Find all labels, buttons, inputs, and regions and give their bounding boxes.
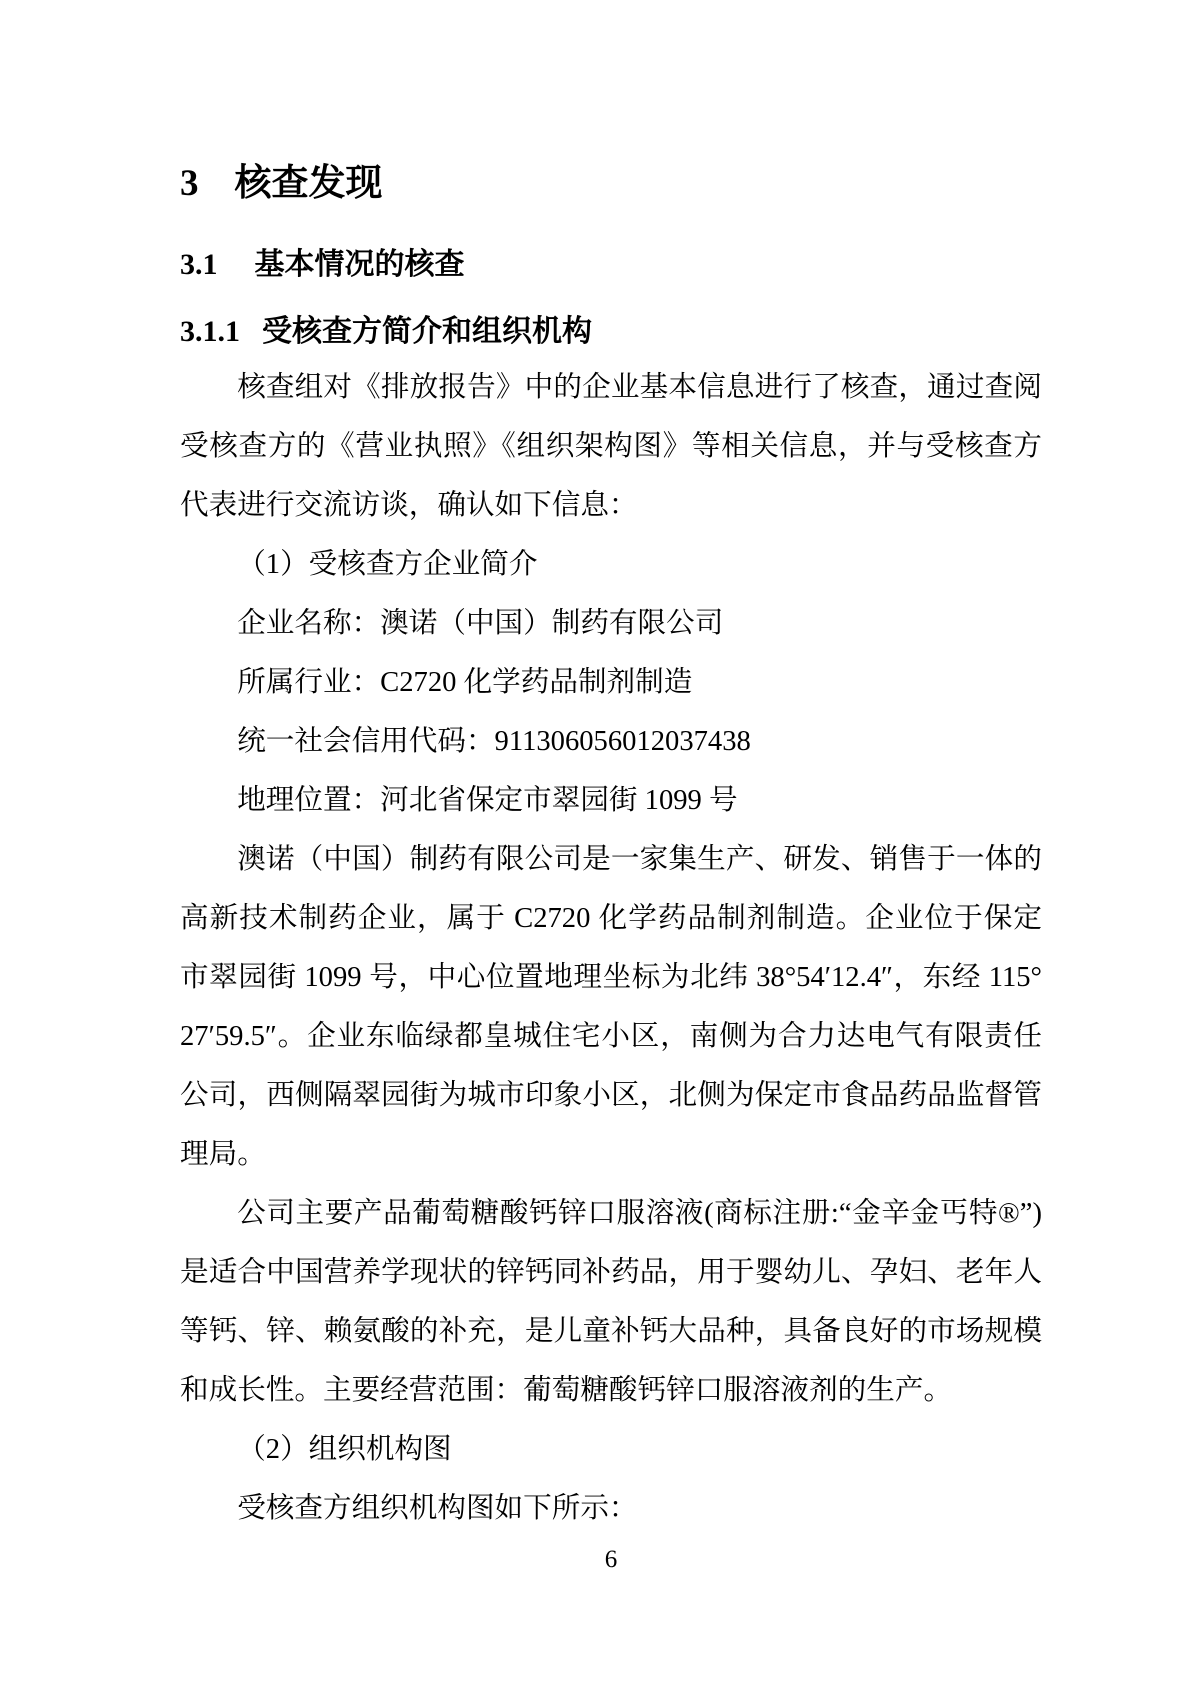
heading-section-3-1-title: 基本情况的核查 [254,248,465,281]
paragraph-company-profile: 澳诺（中国）制药有限公司是一家集生产、研发、销售于一体的高新技术制药企业，属于 C2720 化学药品制剂制造。企业位于保定市翠园街 1099 号，中心位置地理坐标为北纬 38°54′12.4″，东经 115°27′59.5″。企业东临绿都皇城住宅小区，南侧为合力达电气有限责任公司，西侧隔翠园街为城市印象小区，北侧为保定市食品药品监督管理局。 [180,844,1042,1170]
heading-section-3-1-number: 3.1 [180,248,218,281]
company-name-line: 企业名称：澳诺（中国）制药有限公司 [237,608,724,639]
page-number: 6 [604,1546,618,1573]
credit-code-line: 统一社会信用代码：911306056012037438 [237,726,751,757]
industry-line: 所属行业：C2720 化学药品制剂制造 [237,667,693,698]
org-chart-intro-line: 受核查方组织机构图如下所示： [237,1493,638,1524]
paragraph-verification-intro: 核查组对《排放报告》中的企业基本信息进行了核查，通过查阅受核查方的《营业执照》《组织架构图》等相关信息，并与受核查方代表进行交流访谈，确认如下信息： [180,372,1042,521]
heading-section-3-1-1-number: 3.1.1 [180,315,240,348]
page-footer [180,1545,1042,1575]
location-line: 地理位置：河北省保定市翠园街 1099 号 [237,785,738,816]
item-1-heading: （1）受核查方企业简介 [237,549,538,580]
heading-section-3-number: 3 [180,163,199,204]
paragraph-main-products: 公司主要产品葡萄糖酸钙锌口服溶液(商标注册:“金辛金丐特®”)是适合中国营养学现状的锌钙同补药品，用于婴幼儿、孕妇、老年人等钙、锌、赖氨酸的补充，是儿童补钙大品种，具备良好的市场规模和成长性。主要经营范围：葡萄糖酸钙锌口服溶液剂的生产。 [180,1198,1042,1406]
item-2-heading: （2）组织机构图 [237,1434,452,1465]
heading-section-3-title: 核查发现 [234,163,383,204]
heading-section-3-1-1-title: 受核查方简介和组织机构 [262,315,592,348]
body-text [180,358,1042,1538]
heading-section-3-1 [180,246,1042,284]
heading-section-3 [180,162,1042,206]
heading-section-3-1-1 [180,313,1042,351]
